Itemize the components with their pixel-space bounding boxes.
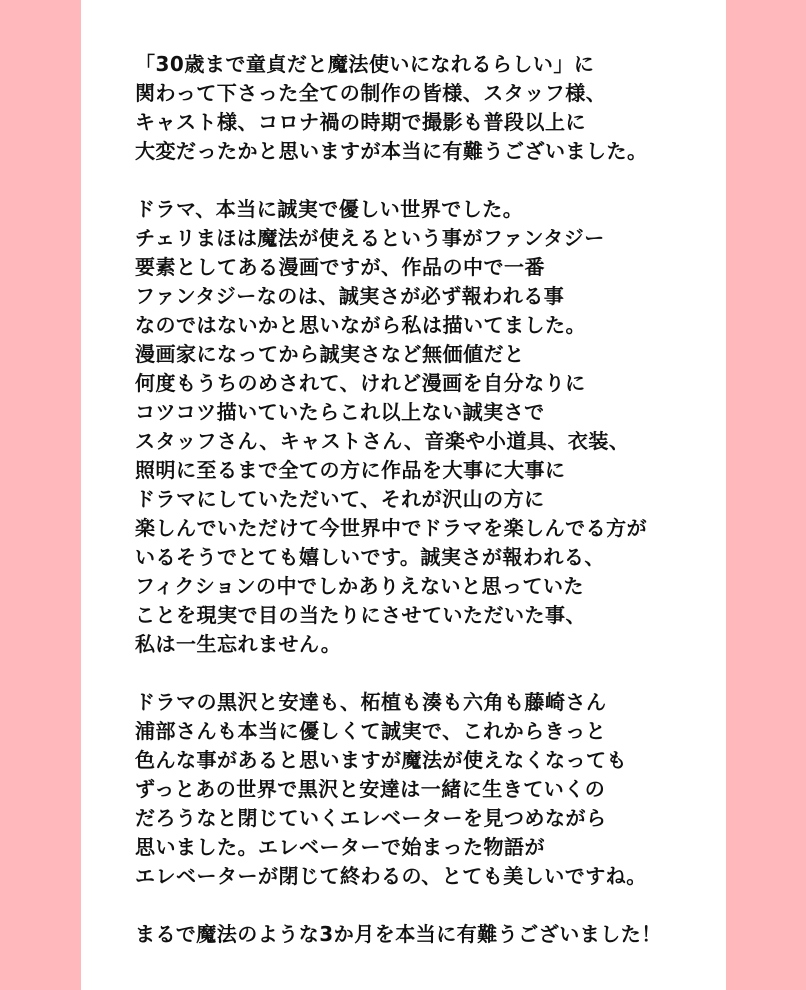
message-line: チェリまほは魔法が使えるという事がファンタジー [135,226,605,250]
message-line: 照明に至るまで全ての方に作品を大事に大事に [135,458,566,482]
message-line: 楽しんでいただけて今世界中でドラマを楽しんでる方が [135,516,648,540]
message-line: なのではないかと思いながら私は描いてました。 [135,313,586,337]
message-line: 私は一生忘れません。 [135,632,342,656]
message-line: ドラマ、本当に誠実で優しい世界でした。 [135,197,524,221]
message-line: だろうなと閉じていくエレベーターを見つめながら [135,806,607,830]
message-line: コツコツ描いていたらこれ以上ない誠実さで [135,400,545,424]
message-line: 漫画家になってから誠実さなど無価値だと [135,342,525,366]
message-line: ファンタジーなのは、誠実さが必ず報われる事 [135,284,565,308]
message-line: 浦部さんも本当に優しくて誠実で、これからきっと [135,719,607,743]
message-line: スタッフさん、キャストさん、音楽や小道具、衣装、 [135,429,630,453]
message-line: いるそうでとても嬉しいです。誠実さが報われる、 [135,545,605,569]
message-line: ドラマにしていただいて、それが沢山の方に [135,487,545,511]
message-line: 何度もうちのめされて、けれど漫画を自分なりに [135,371,586,395]
blank-line [135,659,715,688]
message-line: ずっとあの世界で黒沢と安達は一緒に生きていくの [135,777,606,801]
blank-line [135,166,715,195]
message-line: 要素としてある漫画ですが、作品の中で一番 [135,255,545,279]
message-line: ことを現実で目の当たりにさせていただいた事、 [135,603,586,627]
blank-line [135,891,715,920]
message-line: キャスト様、コロナ禍の時期で撮影も普段以上に [135,110,586,134]
message-line: 大変だったかと思いますが本当に有難うございました。 [135,139,648,163]
message-text [135,50,715,949]
message-line: 色んな事があると思いますが魔法が使えなくなっても [135,748,627,772]
message-line: フィクションの中でしかありえないと思っていた [135,574,584,598]
message-line: まるで魔法のような3か月を本当に有難うございました！ [135,922,662,946]
message-card [81,0,726,990]
message-line: 思いました。エレベーターで始まった物語が [135,835,545,859]
message-line: エレベーターが閉じて終わるの、とても美しいですね。 [135,864,647,888]
message-line: ドラマの黒沢と安達も、柘植も湊も六角も藤崎さん [135,690,607,714]
message-line: 関わって下さった全ての制作の皆様、スタッフ様、 [135,81,607,105]
message-line: 「30歳まで童貞だと魔法使いになれるらしい」に [135,52,595,76]
